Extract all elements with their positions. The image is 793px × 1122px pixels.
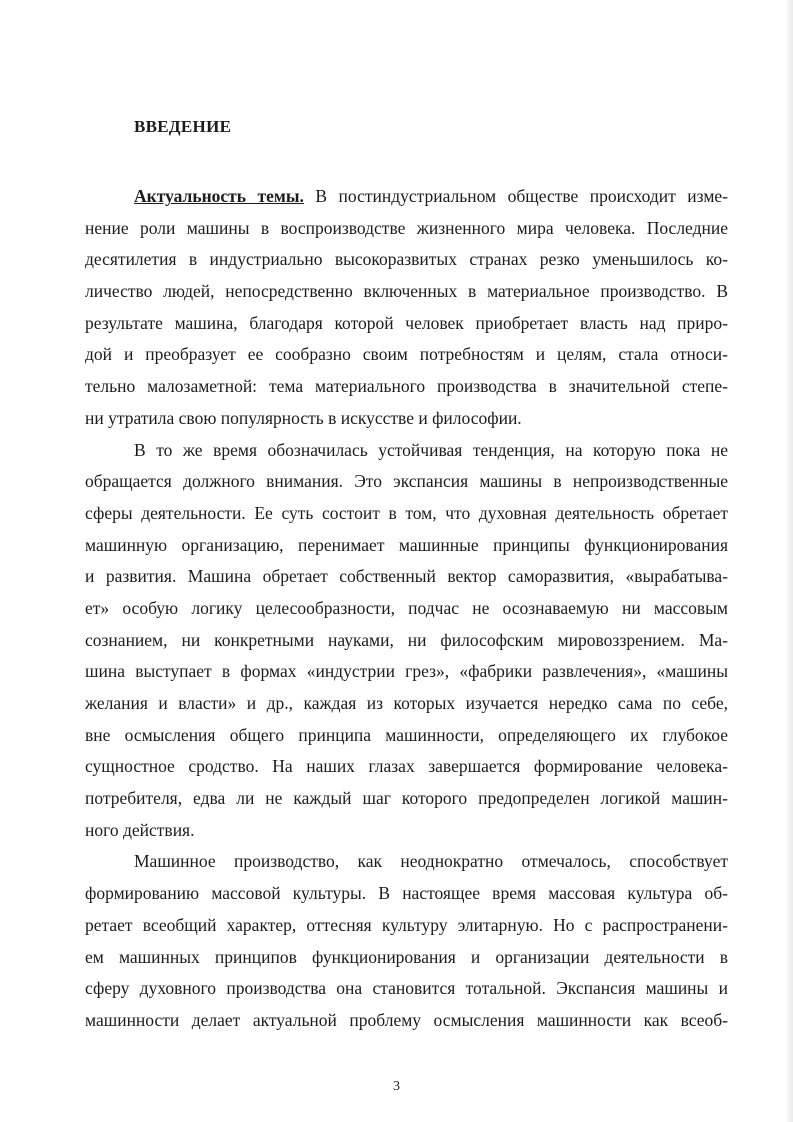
scan-edge [785, 0, 793, 1122]
text-line: сферу духовного производства она становится тотальной. Экспансия машины и [85, 978, 728, 999]
text-line: нение роли машины в воспроизводстве жизненного мира человека. Последние [85, 217, 728, 238]
text-line: сущностное сродство. На наших глазах завершается формирование человека- [85, 756, 728, 777]
text-line: В постиндустриальном обществе происходит изме- [303, 186, 728, 206]
text-line: ретает всеобщий характер, оттесняя культуру элитарную. Но с распространени- [85, 914, 728, 935]
paragraph-3-line-1: Машинное производство, как неоднократно отмечалось, способствует [134, 851, 728, 872]
text-line: тельно малозаметной: тема материального производства в значительной степе- [85, 376, 728, 397]
body-text [85, 181, 728, 1037]
lead-phrase: Актуальность темы. [134, 186, 304, 206]
text-line: результате машина, благодаря которой человек приобретает власть над приро- [85, 312, 728, 333]
text-line: ного действия. [85, 819, 195, 840]
text-line: и развития. Машина обретает собственный вектор саморазвития, «вырабатыва- [85, 566, 728, 587]
text-line: потребителя, едва ли не каждый шаг которого предопределен логикой машин- [85, 788, 728, 809]
text-line: сферы деятельности. Ее суть состоит в том, что духовная деятельность обретает [85, 502, 728, 523]
paragraph-1-line-1 [134, 181, 728, 213]
text-line: формированию массовой культуры. В настоящее время массовая культура об- [85, 883, 728, 904]
text-line: обращается должного внимания. Это экспансия машины в непроизводственные [85, 471, 728, 492]
text-line: ет» особую логику целесообразности, подчас не осознаваемую ни массовым [85, 597, 728, 618]
text-line: вне осмысления общего принципа машинности, определяющего их глубокое [85, 724, 728, 745]
text-line: ем машинных принципов функционирования и организации деятельности в [85, 946, 728, 967]
paragraph-2-line-1: В то же время обозначилась устойчивая тенденция, на которую пока не [134, 439, 728, 460]
text-line: машинную организацию, перенимает машинные принципы функционирования [85, 534, 728, 555]
page-number: 3 [393, 1079, 400, 1094]
text-line: десятилетия в индустриально высокоразвитых странах резко уменьшилось ко- [85, 249, 728, 270]
text-line: личество людей, непосредственно включенных в материальное производство. В [85, 281, 728, 302]
text-line: ни утратила свою популярность в искусстве и философии. [85, 407, 522, 428]
page-heading: ВВЕДЕНИЕ [134, 117, 232, 136]
text-line: сознанием, ни конкретными науками, ни философским мировоззрением. Ма- [85, 629, 728, 650]
text-line: дой и преобразует ее сообразно своим потребностям и целям, стала относи- [85, 344, 728, 365]
text-line: шина выступает в формах «индустрии грез», «фабрики развлечения», «машины [85, 661, 728, 682]
text-line: желания и власти» и др., каждая из которых изучается нередко сама по себе, [85, 693, 728, 713]
text-line: машинности делает актуальной проблему осмысления машинности как всеоб- [85, 1009, 728, 1030]
